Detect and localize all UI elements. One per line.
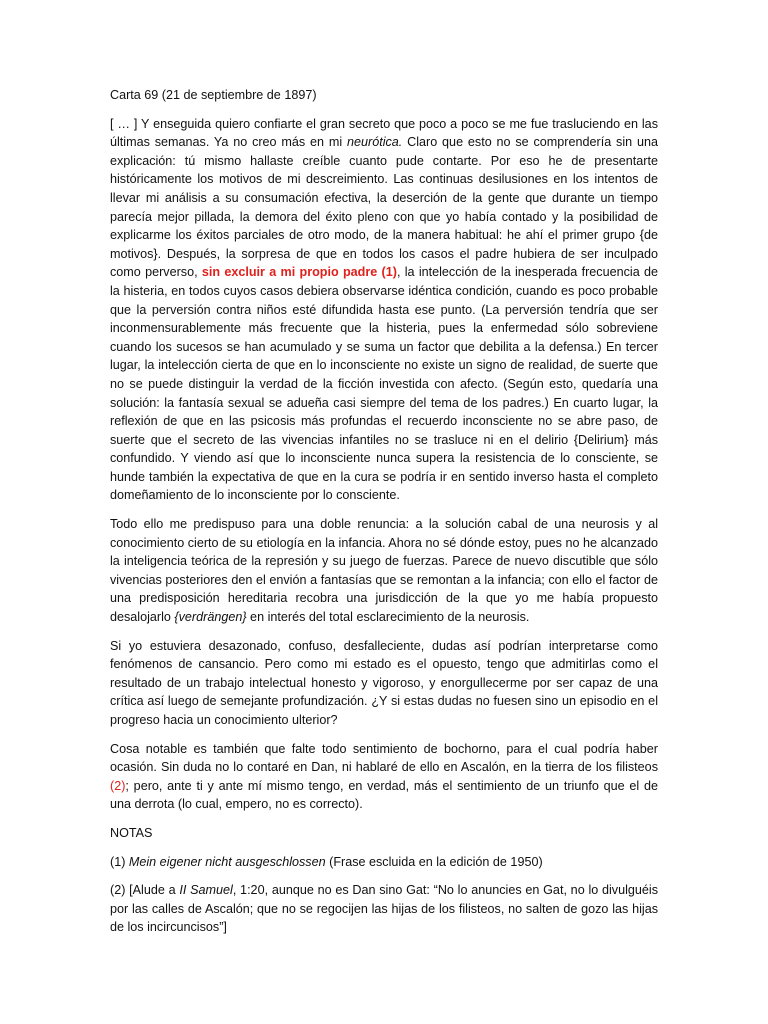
paragraph-4-text-a: Cosa notable es también que falte todo sentimiento de bochorno, para el cual podría haber ocasión. Sin duda no lo contaré en Dan, ni hablaré de ello en Ascalón, en la tierra de los filisteos [110,741,658,775]
paragraph-1-italic: neurótica. [346,135,403,150]
document-body [110,86,658,947]
paragraph-4 [110,740,658,814]
paragraph-1-text-a: [ … ] Y enseguida quiero confiarte el gran secreto que poco a poco se me fue trasluciendo en las últimas semanas. Ya no creo más en mi [110,116,658,150]
paragraph-3: Si yo estuviera desazonado, confuso, desfalleciente, dudas así podrían interpretarse como fenómenos de cansancio. Pero como mi estado es el opuesto, tengo que admitirlas como el resultado de un trabajo intelectual honesto y vigoroso, y enorgullecerme por ser capaz de una crítica así luego de semejante profundización. ¿Y si estas dudas no fuesen sino un episodio en el progreso hacia un conocimiento ulterior? [110,638,658,727]
note-1-italic: Mein eigener nicht ausgeschlossen [128,854,326,869]
paragraph-2-text-a: Todo ello me predispuso para una doble renuncia: a la solución cabal de una neurosis y al conocimiento cierto de su etiología en la infancia. Ahora no sé dónde estoy, pues no he alcanzado la inteligencia teórica de la represión y su juego de fuerzas. Parece de nuevo discutible que sólo vivencias posteriores den el envión a fantasías que se remontan a la infancia; con ello el factor de una predisposición hereditaria recobra una jurisdicción de la que yo me había propuesto desalojarlo [110,517,658,625]
notes-heading: NOTAS [110,825,153,840]
paragraph-4-text-c: ; pero, ante ti y ante mí mismo tengo, en verdad, más el sentimiento de un triunfo que el de una derrota (lo cual, empero, no es correcto). [110,778,658,812]
note-1 [110,853,658,872]
footnote-ref-2[interactable]: (2) [110,778,126,793]
letter-title: Carta 69 (21 de septiembre de 1897) [110,88,317,102]
note-1-text: (Frase escluida en la edición de 1950) [325,854,543,869]
note-2 [110,881,658,937]
paragraph-1-text-c: Claro que esto no se comprendería sin una explicación: tú mismo hallaste creíble cuanto pude contarte. Por eso he de presentarte históricamente los motivos de mi descreimiento. Las continuas desilusiones en los intentos de llevar mi análisis a su consumación efectiva, la deserción de la gente que durante un tiempo parecía mejor pillada, la demora del éxito pleno con que yo había contado y la posibilidad de explicarme los éxitos parciales de otro modo, de la manera habitual: he ahí el primer grupo {de motivos}. Después, la sorpresa de que en todos los casos el padre hubiera de ser inculpado como perverso, [110,135,658,280]
paragraph-1 [110,115,658,505]
paragraph-2 [110,515,658,627]
note-2-italic: II Samuel [179,883,233,898]
paragraph-1-text-e: , la intelección de la inesperada frecuencia de la histeria, en todos cuyos casos debiera observarse idéntica condición, cuando es poco probable que la perversión contra niños esté difundida hasta ese punto. (La perversión tendría que ser inconmensurablemente más frecuente que la histeria, pues la enfermedad sólo sobreviene cuando los sucesos se han acumulado y se suma un factor que debilita a la defensa.) En tercer lugar, la intelección cierta de que en lo inconsciente no existe un signo de realidad, de suerte que no se puede distinguir la verdad de la ficción investida con afecto. (Según esto, quedaría una solución: la fantasía sexual se adueña casi siempre del tema de los padres.) En cuarto lugar, la reflexión de que en las psicosis más profundas el recuerdo inconsciente no se abre paso, de suerte que el secreto de las vivencias infantiles no se trasluce ni en el delirio {Delirium} más confundido. Y viendo así que lo inconsciente nunca supera la resistencia de lo consciente, se hunde también la expectativa de que en la cura se podría ir en sentido inverso hasta el completo domeñamiento de lo inconsciente por lo consciente. [110,265,658,503]
note-1-number: (1) [110,854,129,869]
footnote-ref-1[interactable]: sin excluir a mi propio padre (1) [201,265,397,280]
note-2-text-a: (2) [Alude a [110,883,180,898]
paragraph-2-text-c: en interés del total esclarecimiento de la neurosis. [246,610,530,625]
note-2-text-c: , 1:20, aunque no es Dan sino Gat: “No lo anuncies en Gat, no lo divulguéis por las calles de Ascalón; que no se regocijen las hijas de los filisteos, no salten de gozo las hijas de los incircuncisos”] [110,883,658,935]
paragraph-2-italic: {verdrängen} [174,610,247,625]
